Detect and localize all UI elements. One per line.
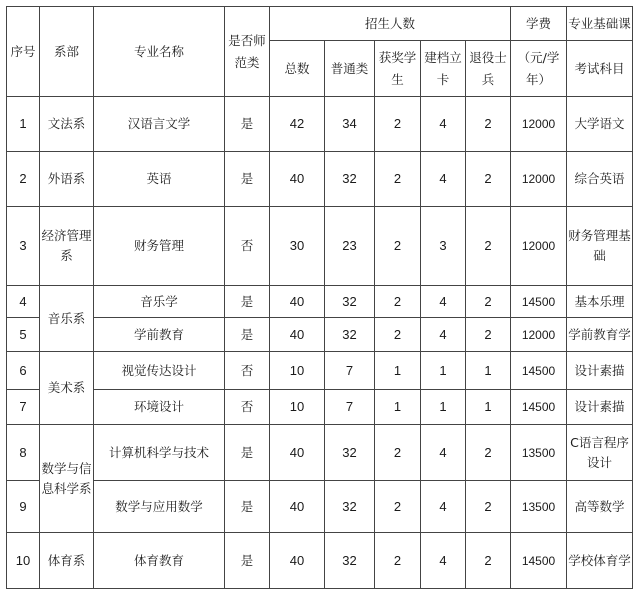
poor-cell: 1: [421, 352, 466, 390]
general-cell: 23: [325, 207, 375, 286]
fee-cell: 12000: [511, 207, 567, 286]
total-cell: 40: [270, 481, 325, 533]
major-cell: 数学与应用数学: [94, 481, 225, 533]
exam-cell: 综合英语: [567, 152, 633, 207]
table-row: [7, 533, 633, 589]
poor-cell: 4: [421, 425, 466, 481]
award-cell: 2: [375, 481, 421, 533]
veteran-cell: 2: [466, 286, 511, 318]
header-fee: 学费: [511, 7, 567, 41]
general-cell: 34: [325, 97, 375, 152]
award-cell: 2: [375, 152, 421, 207]
veteran-cell: 2: [466, 97, 511, 152]
normal-cell: 否: [225, 390, 270, 425]
exam-cell: 设计素描: [567, 352, 633, 390]
general-cell: 32: [325, 318, 375, 352]
header-fee-unit: （元/学年）: [511, 41, 567, 97]
general-cell: 32: [325, 425, 375, 481]
poor-cell: 4: [421, 286, 466, 318]
veteran-cell: 2: [466, 425, 511, 481]
veteran-cell: 2: [466, 481, 511, 533]
veteran-cell: 2: [466, 152, 511, 207]
normal-cell: 否: [225, 352, 270, 390]
major-cell: 音乐学: [94, 286, 225, 318]
poor-cell: 4: [421, 533, 466, 589]
total-cell: 10: [270, 390, 325, 425]
dept-cell: 体育系: [40, 533, 94, 589]
dept-cell: 外语系: [40, 152, 94, 207]
exam-cell: 学校体育学: [567, 533, 633, 589]
table-row: [7, 318, 633, 352]
total-cell: 40: [270, 152, 325, 207]
table-row: [7, 152, 633, 207]
fee-cell: 13500: [511, 425, 567, 481]
total-cell: 40: [270, 425, 325, 481]
dept-cell: 经济管理系: [40, 207, 94, 286]
normal-cell: 是: [225, 97, 270, 152]
award-cell: 1: [375, 390, 421, 425]
normal-cell: 是: [225, 481, 270, 533]
row-seq: 9: [7, 481, 40, 533]
major-cell: 体育教育: [94, 533, 225, 589]
header-veteran: 退役士兵: [466, 41, 511, 97]
veteran-cell: 2: [466, 207, 511, 286]
header-normal: 是否师范类: [225, 7, 270, 97]
award-cell: 2: [375, 97, 421, 152]
total-cell: 30: [270, 207, 325, 286]
row-seq: 4: [7, 286, 40, 318]
header-award: 获奖学生: [375, 41, 421, 97]
row-seq: 6: [7, 352, 40, 390]
exam-cell: 基本乐理: [567, 286, 633, 318]
poor-cell: 1: [421, 390, 466, 425]
poor-cell: 4: [421, 481, 466, 533]
row-seq: 10: [7, 533, 40, 589]
exam-cell: 学前教育学: [567, 318, 633, 352]
award-cell: 2: [375, 425, 421, 481]
row-seq: 1: [7, 97, 40, 152]
header-exam-sub: 考试科目: [567, 41, 633, 97]
exam-cell: 大学语文: [567, 97, 633, 152]
table-row: [7, 481, 633, 533]
table-row: [7, 207, 633, 286]
major-cell: 学前教育: [94, 318, 225, 352]
total-cell: 42: [270, 97, 325, 152]
exam-cell: C语言程序设计: [567, 425, 633, 481]
general-cell: 32: [325, 286, 375, 318]
normal-cell: 是: [225, 425, 270, 481]
total-cell: 40: [270, 533, 325, 589]
fee-cell: 14500: [511, 390, 567, 425]
major-cell: 环境设计: [94, 390, 225, 425]
table-row: [7, 425, 633, 481]
fee-cell: 14500: [511, 533, 567, 589]
table-row: [7, 390, 633, 425]
normal-cell: 否: [225, 207, 270, 286]
dept-cell: 文法系: [40, 97, 94, 152]
dept-cell: 美术系: [40, 352, 94, 425]
header-enroll: 招生人数: [270, 7, 511, 41]
major-cell: 财务管理: [94, 207, 225, 286]
dept-cell: 数学与信息科学系: [40, 425, 94, 533]
veteran-cell: 1: [466, 352, 511, 390]
header-total: 总数: [270, 41, 325, 97]
award-cell: 2: [375, 318, 421, 352]
poor-cell: 3: [421, 207, 466, 286]
fee-cell: 14500: [511, 352, 567, 390]
veteran-cell: 2: [466, 533, 511, 589]
award-cell: 2: [375, 533, 421, 589]
major-cell: 英语: [94, 152, 225, 207]
total-cell: 40: [270, 318, 325, 352]
row-seq: 8: [7, 425, 40, 481]
major-cell: 汉语言文学: [94, 97, 225, 152]
poor-cell: 4: [421, 318, 466, 352]
header-major: 专业名称: [94, 7, 225, 97]
award-cell: 1: [375, 352, 421, 390]
header-exam: 专业基础课: [567, 7, 633, 41]
fee-cell: 12000: [511, 97, 567, 152]
award-cell: 2: [375, 207, 421, 286]
header-seq: 序号: [7, 7, 40, 97]
table-row: [7, 352, 633, 390]
award-cell: 2: [375, 286, 421, 318]
row-seq: 2: [7, 152, 40, 207]
veteran-cell: 2: [466, 318, 511, 352]
header-dept: 系部: [40, 7, 94, 97]
total-cell: 10: [270, 352, 325, 390]
poor-cell: 4: [421, 97, 466, 152]
fee-cell: 12000: [511, 152, 567, 207]
major-cell: 视觉传达设计: [94, 352, 225, 390]
fee-cell: 12000: [511, 318, 567, 352]
general-cell: 32: [325, 152, 375, 207]
dept-cell: 音乐系: [40, 286, 94, 352]
row-seq: 7: [7, 390, 40, 425]
general-cell: 32: [325, 533, 375, 589]
normal-cell: 是: [225, 533, 270, 589]
poor-cell: 4: [421, 152, 466, 207]
general-cell: 32: [325, 481, 375, 533]
normal-cell: 是: [225, 318, 270, 352]
exam-cell: 财务管理基础: [567, 207, 633, 286]
normal-cell: 是: [225, 152, 270, 207]
exam-cell: 高等数学: [567, 481, 633, 533]
table-row: [7, 286, 633, 318]
fee-cell: 14500: [511, 286, 567, 318]
table-row: [7, 97, 633, 152]
general-cell: 7: [325, 352, 375, 390]
header-poor: 建档立卡: [421, 41, 466, 97]
total-cell: 40: [270, 286, 325, 318]
header-general: 普通类: [325, 41, 375, 97]
general-cell: 7: [325, 390, 375, 425]
fee-cell: 13500: [511, 481, 567, 533]
exam-cell: 设计素描: [567, 390, 633, 425]
row-seq: 5: [7, 318, 40, 352]
major-cell: 计算机科学与技术: [94, 425, 225, 481]
row-seq: 3: [7, 207, 40, 286]
normal-cell: 是: [225, 286, 270, 318]
veteran-cell: 1: [466, 390, 511, 425]
admissions-table: [6, 6, 633, 589]
